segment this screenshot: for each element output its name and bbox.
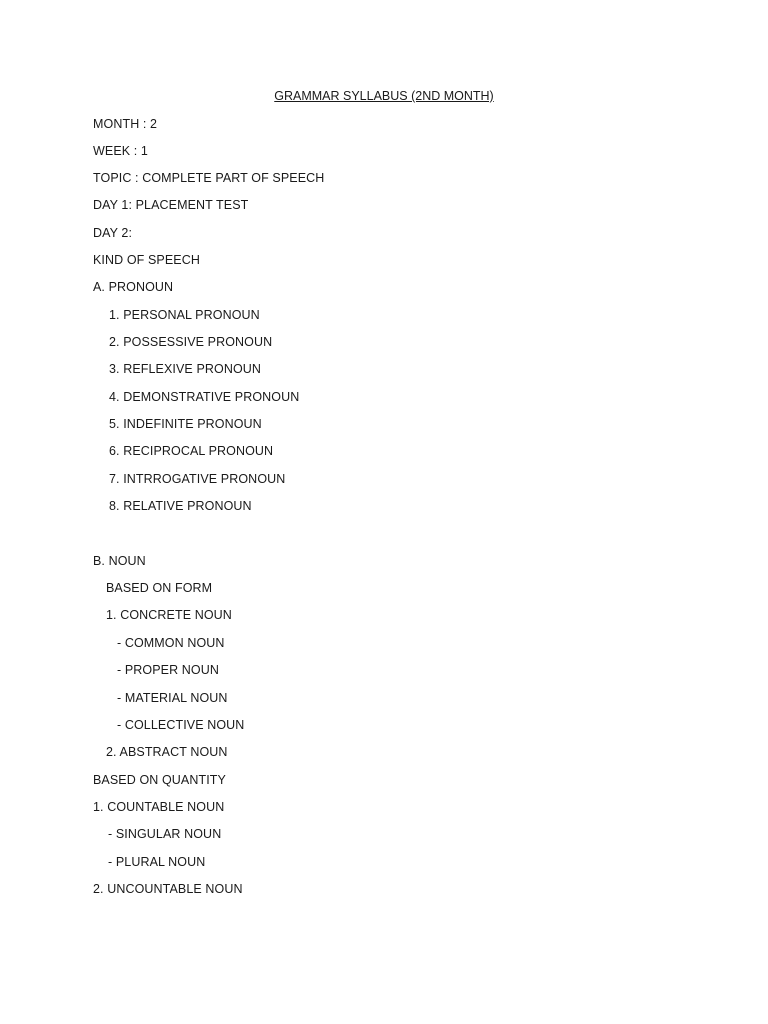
based-on-form-heading: BASED ON FORM xyxy=(106,581,213,595)
concrete-noun-item: - MATERIAL NOUN xyxy=(117,691,228,705)
pronoun-item: 1. PERSONAL PRONOUN xyxy=(109,308,260,322)
concrete-noun-line: 1. CONCRETE NOUN xyxy=(106,608,232,622)
pronoun-item: 5. INDEFINITE PRONOUN xyxy=(109,417,262,431)
month-line: MONTH : 2 xyxy=(93,117,158,131)
uncountable-noun-line: 2. UNCOUNTABLE NOUN xyxy=(93,882,243,896)
countable-noun-line: 1. COUNTABLE NOUN xyxy=(93,800,225,814)
pronoun-item: 7. INTRROGATIVE PRONOUN xyxy=(109,472,286,486)
week-line: WEEK : 1 xyxy=(93,144,148,158)
concrete-noun-item: - COLLECTIVE NOUN xyxy=(117,718,245,732)
countable-noun-item: - PLURAL NOUN xyxy=(108,855,206,869)
based-on-quantity-heading: BASED ON QUANTITY xyxy=(93,773,226,787)
pronoun-heading: A. PRONOUN xyxy=(93,280,174,294)
day2-line: DAY 2: xyxy=(93,226,133,240)
day1-line: DAY 1: PLACEMENT TEST xyxy=(93,198,249,212)
document-title: GRAMMAR SYLLABUS (2ND MONTH) xyxy=(274,89,494,103)
topic-line: TOPIC : COMPLETE PART OF SPEECH xyxy=(93,171,325,185)
abstract-noun-line: 2. ABSTRACT NOUN xyxy=(106,745,228,759)
kind-of-speech-line: KIND OF SPEECH xyxy=(93,253,200,267)
pronoun-item: 4. DEMONSTRATIVE PRONOUN xyxy=(109,390,300,404)
pronoun-item: 6. RECIPROCAL PRONOUN xyxy=(109,444,274,458)
pronoun-item: 3. REFLEXIVE PRONOUN xyxy=(109,362,262,376)
concrete-noun-item: - PROPER NOUN xyxy=(117,663,220,677)
countable-noun-item: - SINGULAR NOUN xyxy=(108,827,222,841)
pronoun-item: 8. RELATIVE PRONOUN xyxy=(109,499,252,513)
noun-heading: B. NOUN xyxy=(93,554,146,568)
concrete-noun-item: - COMMON NOUN xyxy=(117,636,225,650)
pronoun-item: 2. POSSESSIVE PRONOUN xyxy=(109,335,273,349)
